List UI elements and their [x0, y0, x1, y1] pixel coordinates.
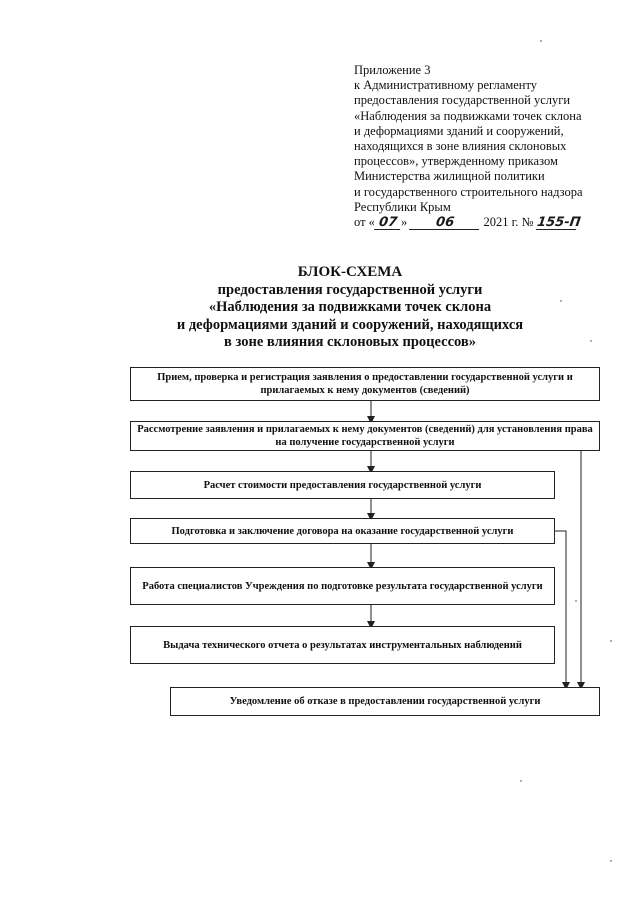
- step-label: Расчет стоимости предоставления государственной услуги: [203, 479, 482, 491]
- appendix-line: Приложение 3: [354, 63, 431, 77]
- step-refusal-notice: [170, 687, 600, 716]
- scan-speck: [575, 600, 577, 602]
- scan-speck: [610, 640, 612, 642]
- title-line: и деформациями зданий и сооружений, находящихся: [176, 316, 524, 333]
- appendix-line: находящихся в зоне влияния склоновых: [354, 139, 567, 154]
- step-label: Рассмотрение заявления и прилагаемых к нему документов (сведений) для установления права на получение государственной услуги: [137, 424, 593, 448]
- step-label: Работа специалистов Учреждения по подготовке результата государственной услуги: [142, 580, 543, 592]
- appendix-line: и государственного строительного надзора: [354, 184, 583, 199]
- step-label: Прием, проверка и регистрация заявления о предоставлении государственной услуги и прилагаемых к нему документов (сведений): [157, 372, 573, 396]
- refusal-branch-from-step4: [555, 531, 566, 686]
- appendix-line: «Наблюдения за подвижками точек склона: [354, 108, 582, 123]
- appendix-line: процессов», утвержденному приказом: [354, 154, 558, 169]
- step-label: Уведомление об отказе в предоставлении государственной услуги: [229, 696, 541, 707]
- handwritten-day: 07: [374, 216, 402, 230]
- step-contract: [130, 518, 555, 544]
- scan-speck: [520, 780, 522, 782]
- scan-speck: [590, 340, 592, 342]
- step-receive-register: [130, 367, 600, 401]
- step-label: Выдача технического отчета о результатах инструментальных наблюдений: [163, 639, 522, 651]
- appendix-line: к Административному регламенту: [354, 78, 538, 93]
- appendix-line: предоставления государственной услуги: [354, 93, 571, 108]
- handwritten-order-number: 155-П: [535, 215, 582, 231]
- title-line: в зоне влияния склоновых процессов»: [224, 334, 476, 350]
- date-prefix: от «: [354, 215, 375, 230]
- title-line: БЛОК-СХЕМА: [297, 264, 403, 280]
- appendix-line: Министерства жилищной политики: [354, 169, 545, 184]
- handwritten-month: 06: [409, 216, 481, 230]
- step-specialists-work: [130, 567, 555, 605]
- appendix-line: Республики Крым: [354, 199, 451, 214]
- scan-speck: [560, 300, 562, 302]
- step-cost-calculation: [130, 471, 555, 499]
- step-technical-report: [130, 626, 555, 664]
- date-year: 2021 г. №: [483, 215, 534, 230]
- scan-speck: [610, 860, 612, 862]
- date-quote-close: »: [400, 215, 408, 230]
- step-review-application: [130, 421, 600, 451]
- appendix-line: и деформациями зданий и сооружений,: [354, 123, 564, 138]
- step-label: Подготовка и заключение договора на оказание государственной услуги: [171, 525, 514, 537]
- title-line: «Наблюдения за подвижками точек склона: [208, 299, 492, 315]
- title-line: предоставления государственной услуги: [217, 281, 483, 298]
- refusal-branch-from-step2: [581, 437, 599, 686]
- scan-speck: [540, 40, 542, 42]
